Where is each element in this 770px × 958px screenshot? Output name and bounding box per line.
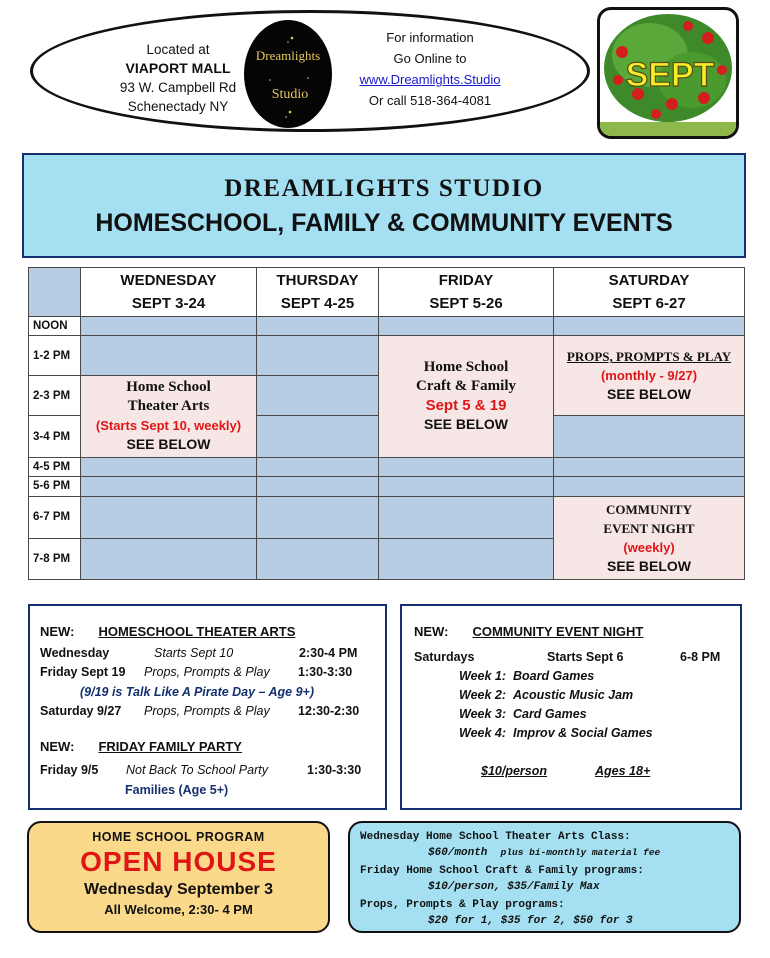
theater-row-wednesday	[40, 646, 109, 660]
day-dates: SEPT 4-25	[280, 295, 355, 313]
week-item	[459, 669, 594, 683]
day-dates: SEPT 5-26	[429, 295, 503, 313]
open-house-date: Wednesday September 3	[83, 881, 274, 898]
day-name: SATURDAY	[608, 272, 690, 290]
empty-slot	[81, 457, 257, 476]
row-desc: Props, Prompts & Play	[144, 665, 270, 679]
empty-slot	[554, 476, 745, 496]
logo-text-line1: Dreamlights	[255, 48, 321, 63]
schedule-header-row	[29, 268, 745, 317]
events-title: HOMESCHOOL, FAMILY & COMMUNITY EVENTS	[95, 209, 673, 237]
day-header-friday	[379, 268, 554, 317]
info-line-1: For information	[386, 30, 474, 45]
event-title: EVENT NIGHT	[603, 520, 695, 536]
empty-slot	[257, 376, 379, 416]
empty-slot	[379, 317, 554, 336]
empty-slot	[379, 496, 554, 538]
row-desc: Starts Sept 10	[154, 646, 234, 660]
empty-slot	[81, 317, 257, 336]
row-time: 1:30-3:30	[298, 665, 353, 679]
address-line-2: Schenectady NY	[127, 99, 229, 114]
row-day: Friday Sept 19	[40, 665, 126, 679]
time-row	[29, 317, 745, 336]
time-label: NOON	[29, 317, 81, 336]
empty-slot	[554, 317, 745, 336]
theater-details-box	[28, 604, 387, 810]
event-title: Craft & Family	[416, 378, 516, 395]
craft-price: $10/person, $35/Family Max	[428, 881, 600, 893]
open-house-label: HOME SCHOOL PROGRAM	[92, 830, 265, 844]
community-price: $10/person	[481, 764, 548, 778]
day-dates: SEPT 3-24	[131, 295, 206, 313]
event-title: Home School	[423, 359, 509, 376]
open-house-box	[27, 821, 330, 933]
row-day: Friday 9/5	[40, 763, 99, 777]
empty-slot	[81, 496, 257, 538]
week-label: Week 3:	[459, 707, 507, 721]
event-note: (Starts Sept 10, weekly)	[95, 418, 242, 434]
empty-slot	[257, 538, 379, 579]
friday-craft-event	[379, 336, 554, 457]
community-details-box	[400, 604, 742, 810]
craft-price-label: Friday Home School Craft & Family programs:	[360, 865, 644, 877]
week-activity: Improv & Social Games	[512, 726, 653, 740]
empty-slot	[379, 457, 554, 476]
week-activity: Board Games	[512, 669, 595, 683]
theater-price-line	[360, 845, 739, 861]
row-time: 6-8 PM	[680, 650, 721, 664]
logo-text-line2: Studio	[271, 87, 309, 102]
party-section-heading	[40, 739, 242, 754]
wednesday-theater-event	[81, 376, 257, 457]
section-title: COMMUNITY EVENT NIGHT	[472, 624, 644, 639]
week-activity: Card Games	[512, 707, 587, 721]
theater-section-heading	[40, 624, 295, 639]
see-below: SEE BELOW	[126, 436, 211, 453]
families-note: Families (Age 5+)	[125, 783, 229, 797]
section-title: FRIDAY FAMILY PARTY	[98, 739, 242, 754]
day-name: THURSDAY	[276, 272, 359, 290]
section-title: HOMESCHOOL THEATER ARTS	[98, 624, 296, 639]
empty-slot	[554, 416, 745, 457]
empty-slot	[257, 496, 379, 538]
open-house-title: OPEN HOUSE	[80, 846, 277, 877]
schedule-table	[28, 267, 745, 580]
row-day: Saturday 9/27	[40, 704, 122, 718]
week-activity: Acoustic Music Jam	[512, 688, 634, 702]
community-age: Ages 18+	[595, 764, 651, 778]
info-block	[340, 27, 520, 111]
saturday-props-event	[554, 336, 745, 416]
row-day: Wednesday	[40, 646, 110, 660]
empty-slot	[257, 457, 379, 476]
new-label: NEW:	[414, 624, 449, 639]
pricing-box	[348, 821, 741, 933]
week-item	[459, 688, 633, 702]
row-desc: Props, Prompts & Play	[144, 704, 270, 718]
props-price-label: Props, Prompts & Play programs:	[360, 899, 565, 911]
new-label: NEW:	[40, 739, 75, 754]
day-name: WEDNESDAY	[120, 272, 217, 290]
row-time: 1:30-3:30	[307, 763, 362, 777]
see-below: SEE BELOW	[606, 386, 691, 403]
time-label: 5-6 PM	[29, 476, 81, 496]
event-title: Theater Arts	[127, 398, 210, 415]
info-line-2: Go Online to	[393, 51, 467, 66]
pirate-day-note: (9/19 is Talk Like A Pirate Day – Age 9+)	[80, 685, 315, 699]
sept-badge	[597, 7, 739, 139]
day-header-saturday	[554, 268, 745, 317]
new-label: NEW:	[40, 624, 75, 639]
time-label: 2-3 PM	[29, 376, 81, 416]
event-dates: Sept 5 & 19	[425, 397, 507, 415]
event-title: Home School	[126, 379, 211, 396]
mall-name: VIAPORT MALL	[125, 60, 231, 76]
empty-slot	[554, 457, 745, 476]
time-label: 6-7 PM	[29, 496, 81, 538]
title-banner	[22, 153, 746, 258]
community-night-event	[554, 496, 745, 579]
empty-slot	[81, 538, 257, 579]
open-house-welcome: All Welcome, 2:30- 4 PM	[104, 902, 253, 917]
week-item	[459, 707, 587, 721]
empty-slot	[257, 317, 379, 336]
time-label: 4-5 PM	[29, 457, 81, 476]
see-below: SEE BELOW	[606, 557, 691, 574]
empty-slot	[81, 336, 257, 376]
row-day: Saturdays	[414, 650, 475, 664]
row-time: 2:30-4 PM	[299, 646, 358, 660]
row-desc: Starts Sept 6	[547, 650, 624, 664]
month-badge-text: SEPT	[625, 56, 715, 94]
week-label: Week 4:	[459, 726, 507, 740]
event-title: COMMUNITY	[606, 501, 692, 517]
studio-logo	[244, 20, 332, 128]
see-below: SEE BELOW	[423, 416, 508, 433]
week-label: Week 1:	[459, 669, 507, 683]
event-title: PROPS, PROMPTS & PLAY	[566, 349, 732, 365]
studio-title: DREAMLIGHTS STUDIO	[224, 175, 544, 202]
empty-slot	[379, 476, 554, 496]
event-note: (monthly - 9/27)	[600, 368, 698, 384]
time-label: 7-8 PM	[29, 538, 81, 579]
phone-line: Or call 518-364-4081	[368, 93, 492, 108]
week-label: Week 2:	[459, 688, 507, 702]
empty-slot	[379, 538, 554, 579]
event-note: (weekly)	[623, 539, 675, 555]
time-row	[29, 496, 745, 538]
theater-price: $60/month	[428, 847, 488, 859]
day-dates: SEPT 6-27	[612, 295, 686, 313]
empty-slot	[257, 416, 379, 457]
time-label: 1-2 PM	[29, 336, 81, 376]
empty-slot	[257, 336, 379, 376]
address-line-1: 93 W. Campbell Rd	[119, 80, 237, 95]
theater-price-label: Wednesday Home School Theater Arts Class:	[360, 831, 631, 843]
table-corner	[29, 268, 81, 317]
day-header-wednesday	[81, 268, 257, 317]
empty-slot	[257, 476, 379, 496]
time-label: 3-4 PM	[29, 416, 81, 457]
empty-slot	[81, 476, 257, 496]
row-desc: Not Back To School Party	[126, 763, 268, 777]
time-row	[29, 457, 745, 476]
apple-tree-icon	[600, 10, 736, 136]
time-row	[29, 476, 745, 496]
day-name: FRIDAY	[438, 272, 494, 290]
row-time: 12:30-2:30	[298, 704, 360, 718]
day-header-thursday	[257, 268, 379, 317]
community-section-heading	[414, 624, 643, 639]
time-row	[29, 336, 745, 376]
location-label: Located at	[146, 42, 210, 57]
theater-fee: plus bi-monthly material fee	[500, 847, 661, 858]
website-link[interactable]: www.Dreamlights.Studio	[359, 72, 501, 87]
week-item	[459, 726, 653, 740]
props-price: $20 for 1, $35 for 2, $50 for 3	[428, 915, 633, 927]
